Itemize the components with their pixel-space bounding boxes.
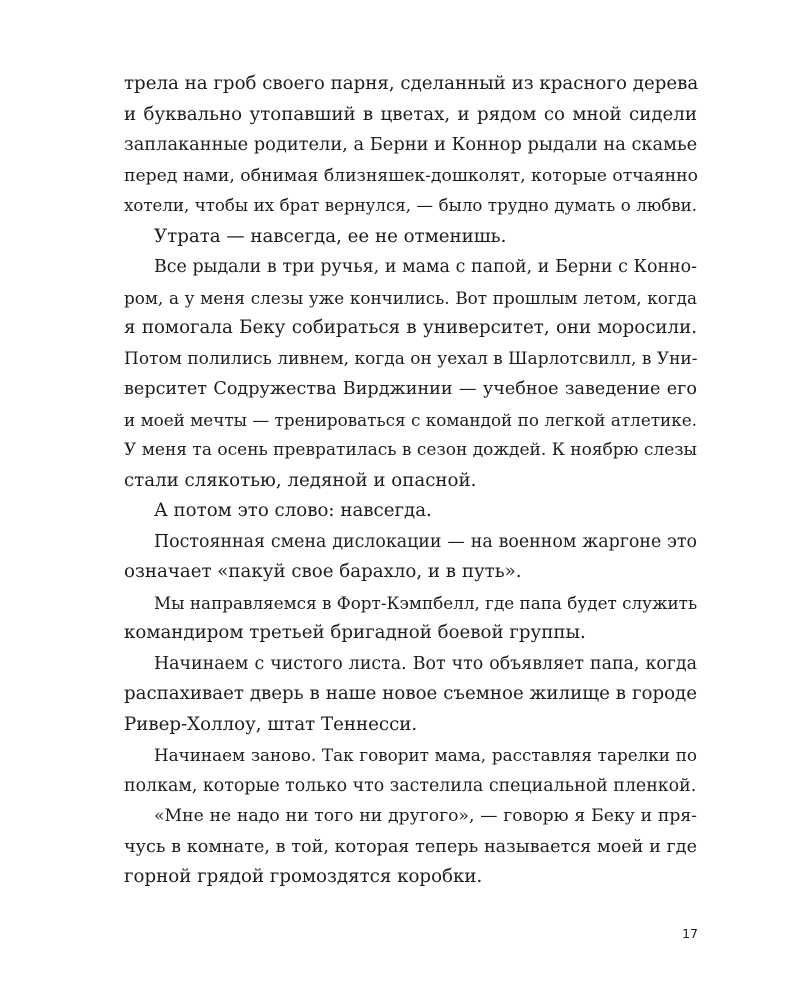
body-text — [124, 69, 697, 893]
text-line: верситет Содружества Вирджинии — учебное заведение его — [124, 379, 697, 399]
text-line: чусь в комнате, в той, которая теперь называется моей и где — [124, 836, 697, 857]
text-line: означает «пакуй свое барахло, и в путь». — [124, 561, 522, 582]
text-line: трела на гроб своего парня, сделанный из красного дерева — [124, 73, 699, 94]
text-line: ром, а у меня слезы уже кончились. Вот прошлым летом, когда — [124, 287, 697, 308]
text-line: А потом это слово: навсегда. — [154, 500, 432, 521]
text-line: Утрата — навсегда, ее не отменишь. — [154, 225, 507, 247]
text-line: и буквально утопавший в цветах, и рядом со мной сидели — [124, 103, 697, 125]
text-line: хотели, чтобы их брат вернулся, — было трудно думать о любви. — [124, 196, 697, 215]
text-line: горной грядой громоздятся коробки. — [124, 866, 483, 887]
text-line: У меня та осень превратилась в сезон дождей. К ноябрю слезы — [124, 440, 698, 460]
text-line: Мы направляемся в Форт-Кэмпбелл, где папа будет служить — [154, 592, 698, 613]
text-line: стали слякотью, ледяной и опасной. — [124, 469, 477, 491]
text-line: командиром третьей бригадной боевой группы. — [124, 622, 586, 643]
text-line: и моей мечты — тренироваться с командой по легкой атлетике. — [124, 409, 697, 430]
text-line: «Мне не надо ни того ни другого», — говорю я Беку и пря- — [154, 806, 697, 826]
text-line: Постоянная смена дислокации — на военном жаргоне это — [154, 531, 697, 552]
text-line: я помогала Беку собираться в университет, они моросили. — [124, 317, 697, 338]
text-line: Ривер-Холлоу, штат Теннесси. — [124, 713, 418, 735]
text-line: Начинаем заново. Так говорит мама, расставляя тарелки по — [154, 745, 697, 765]
text-line: Все рыдали в три ручья, и мама с папой, и Берни с Конно- — [154, 257, 697, 277]
page-number: 17 — [682, 926, 698, 941]
text-line: Начинаем с чистого листа. Вот что объявляет папа, когда — [154, 653, 697, 674]
text-line: заплаканные родители, а Берни и Коннор рыдали на скамье — [124, 134, 698, 155]
text-line: Потом полились ливнем, когда он уехал в Шарлотсвилл, в Уни- — [124, 348, 698, 369]
text-line: полкам, которые только что застелила специальной пленкой. — [124, 775, 697, 796]
text-line: распахивает дверь в наше новое съемное жилище в городе — [124, 683, 697, 704]
text-line: перед нами, обнимая близняшек-дошколят, которые отчаянно — [124, 165, 698, 186]
